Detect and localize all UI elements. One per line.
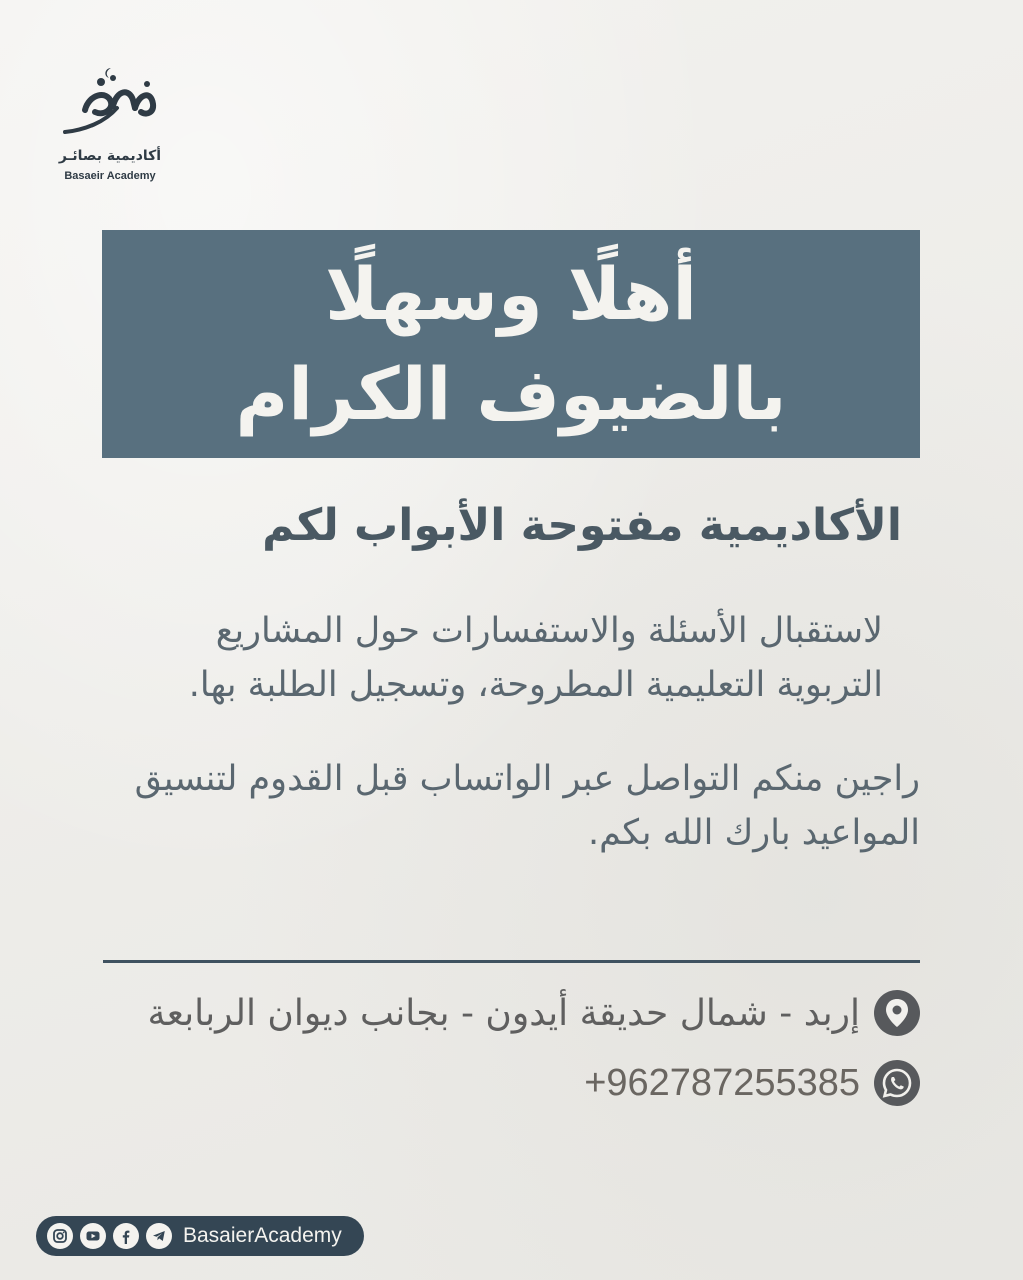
youtube-icon[interactable] <box>80 1223 106 1249</box>
banner-title-line2: بالضيوف الكرام <box>235 352 787 436</box>
paragraph-contact-note-line2: المواعيد بارك الله بكم. <box>587 813 920 853</box>
phone-number[interactable]: +962787255385 <box>584 1061 860 1104</box>
facebook-icon[interactable] <box>113 1223 139 1249</box>
banner-title-line1: أهلًا وسهلًا <box>324 252 698 336</box>
divider-line <box>103 960 920 963</box>
social-handle[interactable]: BasaierAcademy <box>183 1224 342 1247</box>
whatsapp-icon <box>874 1060 920 1106</box>
phone-row[interactable] <box>584 1060 920 1106</box>
location-pin-icon <box>874 990 920 1036</box>
address-text: إربد - شمال حديقة أيدون - بجانب ديوان الربابعة <box>147 992 860 1034</box>
instagram-icon[interactable] <box>47 1223 73 1249</box>
address-row <box>147 990 920 1036</box>
academy-logo <box>55 60 165 190</box>
brand-name-arabic: أكاديمية بصائـر <box>58 148 162 164</box>
telegram-icon[interactable] <box>146 1223 172 1249</box>
paragraph-purpose-line1: لاستقبال الأسئلة والاستفسارات حول المشاريع <box>215 611 883 651</box>
brand-name-english: Basaeir Academy <box>64 170 156 182</box>
paragraph-purpose-line2: التربوية التعليمية المطروحة، وتسجيل الطلبة بها. <box>188 665 883 705</box>
welcome-banner <box>102 230 920 458</box>
calligraphy-logo-icon <box>55 60 165 140</box>
paragraph-contact-note-line1: راجين منكم التواصل عبر الواتساب قبل القدوم لتنسيق <box>134 759 920 799</box>
subtitle-heading: الأكاديمية مفتوحة الأبواب لكم <box>262 500 902 551</box>
paragraph-purpose <box>189 604 883 712</box>
paragraph-contact-note <box>135 752 920 860</box>
social-media-bar <box>36 1216 364 1256</box>
